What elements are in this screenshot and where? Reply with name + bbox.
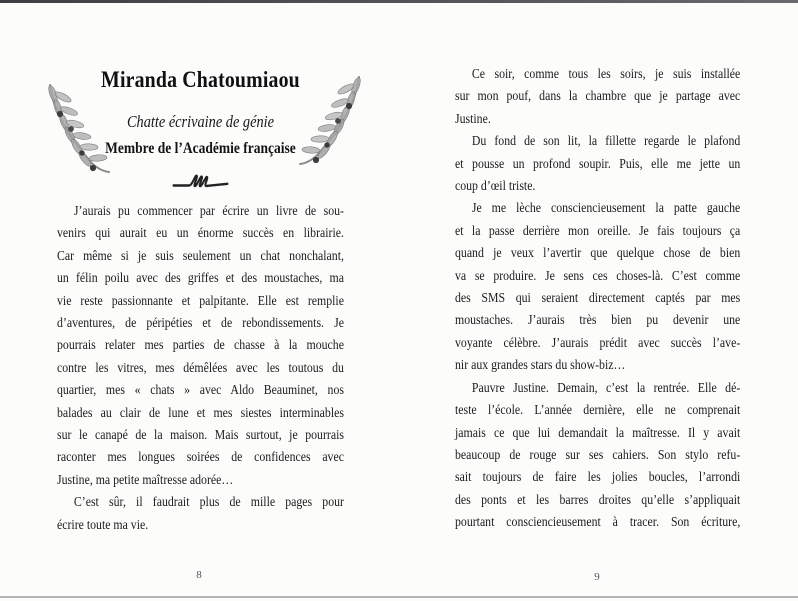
text-line: et pousse un profond soupir. Puis, elle me jette un bbox=[455, 156, 741, 172]
chapter-header bbox=[57, 68, 344, 191]
text-line: sur le canapé de la maison. Mais surtout, je pourrais bbox=[57, 428, 344, 444]
page-number-right: 9 bbox=[594, 571, 600, 583]
text-line: contre les vitres, mes démêlées avec les toutous du bbox=[57, 360, 344, 376]
text-line: Je me lèche consciencieusement la patte gauche bbox=[471, 201, 741, 217]
text-line: Du fond de son lit, la fillette regarde le plafond bbox=[471, 134, 741, 150]
text-line: teste l’école. L’année dernière, elle ne comprenait bbox=[455, 403, 741, 419]
calligraphic-divider-icon bbox=[172, 173, 229, 191]
text-line: écrire toute ma vie. bbox=[57, 517, 149, 533]
text-line: des ponts et les barres droites qu’elle s’appliquait bbox=[455, 492, 741, 508]
text-line: moustaches. J’aurais très bien pu devenir une bbox=[455, 313, 741, 329]
left-page-text bbox=[57, 201, 344, 537]
author-subtitle: Chatte écrivaine de génie bbox=[126, 112, 274, 131]
text-line: des SMS qui seraient directement captés par mes bbox=[455, 291, 741, 307]
right-page bbox=[455, 0, 740, 601]
text-line: Pauvre Justine. Demain, c’est la rentrée. Elle dé- bbox=[471, 380, 741, 396]
text-line: venirs qui aurait eu un énorme succès en librairie. bbox=[57, 226, 344, 242]
text-line: Justine. bbox=[455, 111, 491, 127]
author-title: Miranda Chatoumiaou bbox=[101, 67, 300, 93]
text-line: un félin poilu avec des griffes et des moustaches, ma bbox=[57, 271, 344, 287]
text-line: Car même si je suis seulement un chat nonchalant, bbox=[57, 248, 344, 264]
text-line: J’aurais pu commencer par écrire un livre de sou- bbox=[73, 204, 344, 219]
text-line: nir aux grandes stars du show-biz… bbox=[455, 358, 626, 374]
text-line: va se produire. Je sens ces choses-là. C’est comme bbox=[455, 268, 741, 284]
text-line: coup d’œil triste. bbox=[455, 179, 536, 195]
page-number-left: 8 bbox=[196, 569, 202, 581]
text-line: et la passe derrière mon oreille. Je fais toujours ça bbox=[455, 223, 741, 239]
text-line: sur mon pouf, dans la chambre que je partage avec bbox=[455, 89, 741, 105]
text-line: voyante célèbre. J’aurais prédit avec succès l’ave- bbox=[455, 335, 741, 351]
text-line: sait toujours de faire les jolies boucles, l’arrondi bbox=[455, 470, 741, 486]
text-line: balades au clair de lune et mes siestes interminables bbox=[57, 405, 344, 421]
text-line: jamais ce que lui demandait la maîtresse. Il y avait bbox=[455, 425, 741, 441]
text-line: raconter mes longues soirées de confidences avec bbox=[57, 450, 344, 466]
text-line: C’est sûr, il faudrait plus de mille pages pour bbox=[73, 495, 344, 511]
text-line: Justine, ma petite maîtresse adorée… bbox=[57, 472, 234, 488]
right-page-text bbox=[455, 64, 740, 535]
left-page bbox=[57, 0, 344, 601]
text-line: Ce soir, comme tous les soirs, je suis installée bbox=[471, 67, 741, 82]
text-line: d’aventures, de péripéties et de rebondissements. Je bbox=[57, 316, 344, 332]
text-line: pourrais relater mes parties de chasse à la mouche bbox=[57, 338, 344, 354]
text-line: quartier, mes « chats » avec Aldo Beauminet, nos bbox=[57, 383, 344, 399]
text-line: pourtant consciencieusement à tracer. Son écriture, bbox=[455, 515, 741, 531]
author-membership: Membre de l’Académie française bbox=[105, 140, 296, 157]
photo-bottom-edge bbox=[0, 596, 798, 598]
text-line: beaucoup de rouge sur ses cahiers. Son stylo refu- bbox=[455, 447, 741, 463]
text-line: vie reste passionnante et palpitante. Elle est remplie bbox=[57, 293, 344, 309]
text-line: quand je veux l’avertir que quelque chose de bien bbox=[455, 246, 741, 262]
